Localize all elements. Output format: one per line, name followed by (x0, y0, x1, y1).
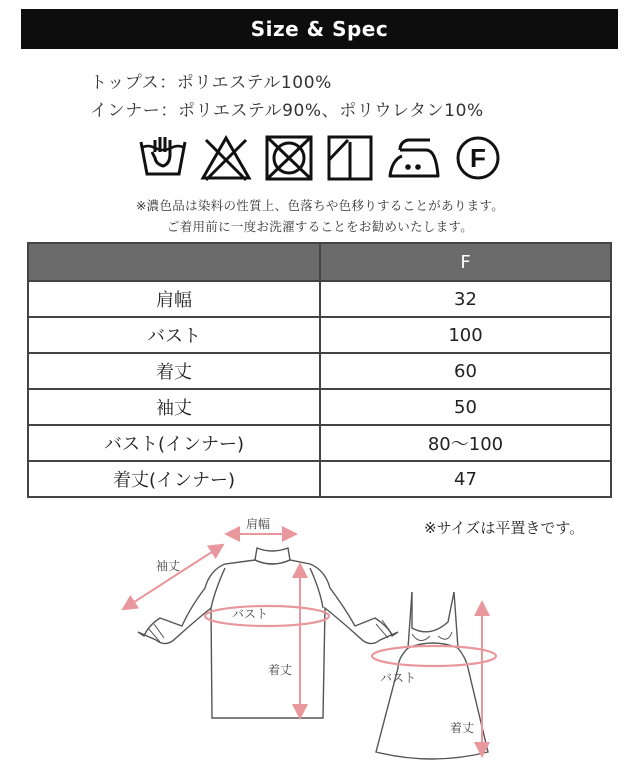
row-label: 袖丈 (28, 389, 320, 425)
table-row (28, 317, 611, 353)
size-note: ※サイズは平置きです。 (424, 519, 585, 537)
table-row (28, 353, 611, 389)
care-note-line2: ご着用前に一度お洗濯することをお勧めいたします。 (166, 219, 474, 234)
page-title: Size & Spec (250, 17, 389, 41)
table-row (28, 461, 611, 497)
label-length: 着丈 (267, 663, 292, 677)
row-value: 60 (320, 353, 611, 389)
dry-clean-f-icon (454, 134, 502, 182)
page-header (21, 9, 618, 49)
care-icons (138, 134, 502, 182)
label-shoulder: 肩幅 (245, 517, 271, 531)
table-row (28, 425, 611, 461)
care-note-line1: ※濃色品は染料の性質上、色落ちや色移りすることがあります。 (135, 198, 505, 213)
header-size-f: F (320, 243, 611, 281)
row-value: 80〜100 (320, 425, 611, 461)
material-inner: インナー：ポリエステル90%、ポリウレタン10% (90, 101, 484, 121)
hand-wash-icon (138, 134, 188, 182)
garment-diagram (0, 508, 640, 768)
row-value: 32 (320, 281, 611, 317)
table-row (28, 281, 611, 317)
size-table-header (28, 243, 611, 281)
low-iron-icon (386, 134, 442, 182)
row-label: バスト(インナー) (28, 425, 320, 461)
line-dry-shade-icon (326, 134, 374, 182)
size-table (27, 242, 612, 498)
table-row (28, 389, 611, 425)
no-tumble-dry-icon (264, 134, 314, 182)
dry-clean-letter: F (470, 143, 486, 173)
label-bust: バスト (231, 607, 269, 621)
header-blank (28, 243, 320, 281)
label-inner-bust: バスト (379, 671, 417, 685)
label-inner-length: 着丈 (449, 721, 474, 735)
material-tops: トップス：ポリエステル100% (90, 73, 332, 93)
row-label: 肩幅 (28, 281, 320, 317)
row-label: 着丈(インナー) (28, 461, 320, 497)
row-value: 50 (320, 389, 611, 425)
label-sleeve: 袖丈 (155, 559, 181, 573)
no-bleach-icon (200, 134, 252, 182)
row-label: バスト (28, 317, 320, 353)
row-label: 着丈 (28, 353, 320, 389)
row-value: 47 (320, 461, 611, 497)
row-value: 100 (320, 317, 611, 353)
